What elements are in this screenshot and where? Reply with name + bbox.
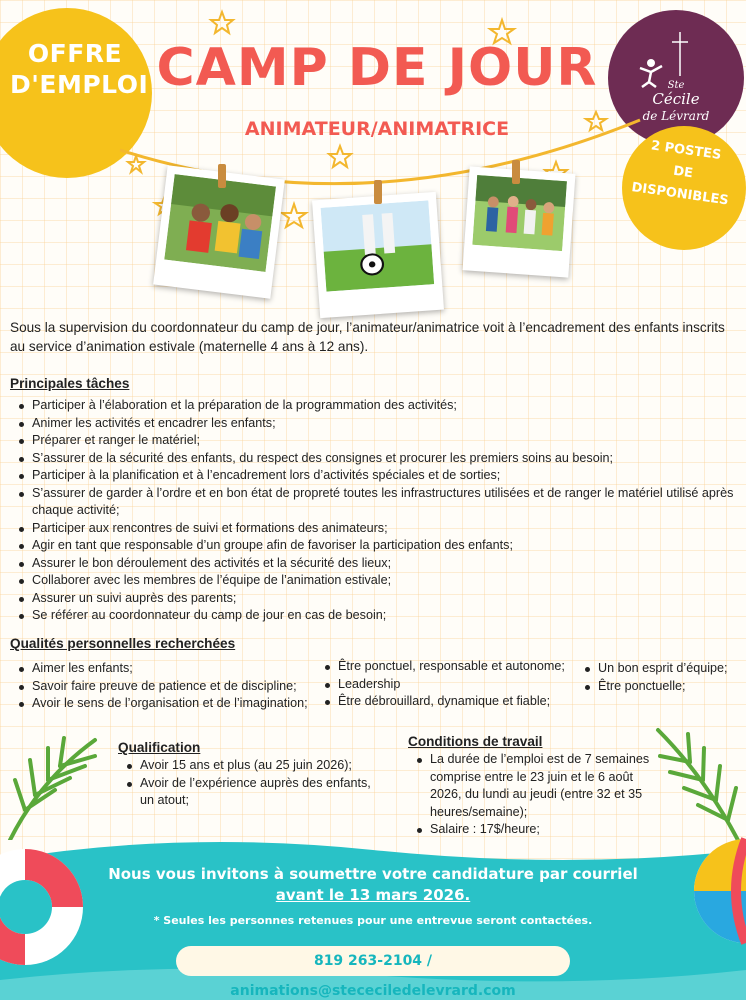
logo-text-ste: Ste — [667, 80, 685, 91]
photo-soccer — [312, 192, 444, 318]
invite-line1: Nous vous invitons à soumettre votre candidature par courriel — [108, 865, 638, 883]
list-item: S’assurer de la sécurité des enfants, du respect des consignes et procurer les premiers soins au besoin; — [10, 450, 738, 468]
conditions-title: Conditions de travail — [408, 734, 543, 749]
offre-badge-line1: OFFRE — [27, 39, 123, 68]
intro-paragraph: Sous la supervision du coordonnateur du camp de jour, l’animateur/animatrice voit à l’encadrement des enfants inscrits au service d’animation estivale (maternelle 4 ans à 12 ans). — [10, 320, 725, 354]
list-item: Animer les activités et encadrer les enfants; — [10, 415, 738, 433]
contact-info[interactable]: 819 263-2104 / animations@stececiledelevrard.com — [176, 946, 570, 976]
interview-note: * Seules les personnes retenues pour une entrevue seront contactées. — [153, 914, 593, 927]
list-item: Préparer et ranger le matériel; — [10, 432, 738, 450]
list-item: Salaire : 17$/heure; — [408, 821, 668, 839]
qualites-col2 — [316, 658, 568, 711]
invite-deadline: avant le 13 mars 2026. — [275, 886, 471, 904]
list-item: Aimer les enfants; — [10, 660, 310, 678]
list-item: Être débrouillard, dynamique et fiable; — [316, 693, 568, 711]
lifebuoy-icon — [0, 842, 90, 972]
postes-line1: 2 POSTES — [650, 138, 723, 164]
clothespin-icon — [512, 160, 520, 184]
taches-list — [10, 397, 738, 625]
page-title: CAMP DE JOUR — [156, 38, 598, 98]
list-item: Agir en tant que responsable d’un groupe afin de favoriser la participation des enfants; — [10, 537, 738, 555]
list-item: Assurer un suivi auprès des parents; — [10, 590, 738, 608]
offre-badge-line2: D'EMPLOI — [10, 70, 149, 99]
logo-text-cecile: Cécile — [652, 90, 700, 108]
list-item: Avoir de l’expérience auprès des enfants, un atout; — [118, 775, 378, 810]
star-icon — [282, 204, 306, 227]
list-item: Être ponctuelle; — [576, 678, 742, 696]
list-item: Savoir faire preuve de patience et de discipline; — [10, 678, 310, 696]
list-item: Participer aux rencontres de suivi et formations des animateurs; — [10, 520, 738, 538]
postes-line2: DE — [672, 163, 694, 182]
page-subtitle: ANIMATEUR/ANIMATRICE — [244, 118, 510, 140]
list-item: Collaborer avec les membres de l’équipe de l’animation estivale; — [10, 572, 738, 590]
conditions-section — [408, 734, 668, 839]
clothespin-icon — [218, 164, 226, 188]
taches-title: Principales tâches — [10, 376, 130, 391]
qualification-title: Qualification — [118, 740, 201, 755]
children-photo-image — [164, 174, 276, 272]
logo-text-levrard: de Lévrard — [642, 109, 710, 123]
postes-line3: DISPONIBLES — [630, 180, 730, 209]
clothespin-icon — [374, 180, 382, 204]
list-item: Assurer le bon déroulement des activités et la sécurité des lieux; — [10, 555, 738, 573]
list-item: Participer à l’élaboration et la préparation de la programmation des activités; — [10, 397, 738, 415]
star-icon — [329, 146, 351, 167]
beach-ball-icon — [686, 836, 746, 946]
list-item: Se référer au coordonnateur du camp de jour en cas de besoin; — [10, 607, 738, 625]
list-item: Leadership — [316, 676, 568, 694]
qualites-title: Qualités personnelles recherchées — [10, 636, 236, 651]
list-item: Avoir le sens de l’organisation et de l’imagination; — [10, 695, 310, 713]
list-item: Participer à la planification et à l’encadrement lors d’activités spéciales et de sorties; — [10, 467, 738, 485]
palm-leaf-left-icon — [0, 700, 110, 840]
star-icon — [586, 112, 606, 130]
group-photo-image — [472, 175, 567, 251]
taches-section — [10, 376, 738, 625]
list-item: Un bon esprit d’équipe; — [576, 660, 742, 678]
star-icon — [128, 156, 144, 172]
list-item: Avoir 15 ans et plus (au 25 juin 2026); — [118, 757, 378, 775]
list-item: La durée de l’emploi est de 7 semaines comprise entre le 23 juin et le 6 août 2026, du lundi au jeudi (entre 32 et 35 heures/semaine); — [408, 751, 668, 821]
star-icon — [490, 20, 514, 43]
list-item: S’assurer de garder à l’ordre et en bon état de propreté toutes les infrastructures utilisées et de ranger le matériel utilisé après chaque activité; — [10, 485, 738, 520]
qualites-col3 — [576, 660, 742, 695]
star-icon — [211, 12, 233, 33]
soccer-photo-image — [321, 200, 435, 291]
invite-text — [100, 864, 646, 906]
qualification-list — [118, 757, 378, 810]
list-item: Être ponctuel, responsable et autonome; — [316, 658, 568, 676]
qualification-section — [118, 740, 378, 810]
qualites-col1 — [10, 660, 310, 713]
conditions-list — [408, 751, 668, 839]
